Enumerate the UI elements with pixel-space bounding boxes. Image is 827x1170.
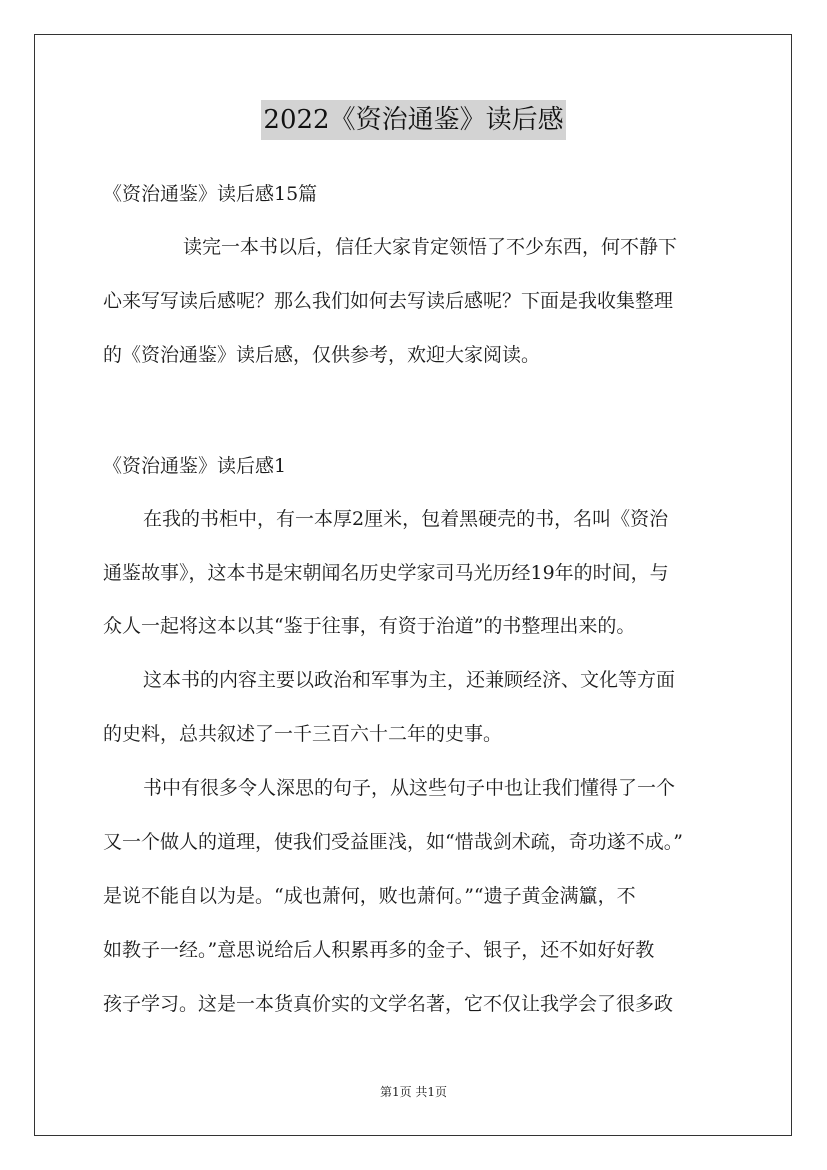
document-title: 2022《资治通鉴》读后感	[261, 100, 565, 140]
body-line: 如教子一经。”意思说给后人积累再多的金子、银子，还不如好好教	[103, 939, 655, 961]
intro-line: 心来写写读后感呢？那么我们如何去写读后感呢？下面是我收集整理	[103, 290, 674, 312]
page-footer: 第1页 共1页	[379, 1085, 448, 1099]
intro-line: 读完一本书以后，信任大家肯定领悟了不少东西，何不静下	[183, 236, 678, 258]
title-container	[0, 100, 827, 140]
body-line: 通鉴故事》，这本书是宋朝闻名历史学家司马光历经19年的时间，与	[103, 562, 669, 584]
body-line: 的史料，总共叙述了一千三百六十二年的史事。	[103, 723, 503, 745]
body-line: 这本书的内容主要以政治和军事为主，还兼顾经济、文化等方面	[143, 669, 676, 691]
section-heading: 《资治通鉴》读后感1	[103, 455, 287, 477]
body-line: 又一个做人的道理，使我们受益匪浅，如“惜哉剑术疏，奇功遂不成。”	[103, 831, 683, 853]
body-line: 孩子学习。这是一本货真价实的文学名著，它不仅让我学会了很多政	[103, 993, 674, 1015]
body-line: 是说不能自以为是。“成也萧何，败也萧何。”“遗子黄金满籯，不	[103, 885, 636, 907]
intro-line: 的《资治通鉴》读后感，仅供参考，欢迎大家阅读。	[103, 344, 541, 366]
body-line: 众人一起将这本以其“鉴于往事，有资于治道”的书整理出来的。	[103, 615, 636, 637]
body-line: 在我的书柜中，有一本厚2厘米，包着黑硬壳的书，名叫《资治	[143, 508, 669, 530]
document-subtitle: 《资治通鉴》读后感15篇	[103, 183, 318, 205]
body-line: 书中有很多令人深思的句子，从这些句子中也让我们懂得了一个	[143, 777, 676, 799]
